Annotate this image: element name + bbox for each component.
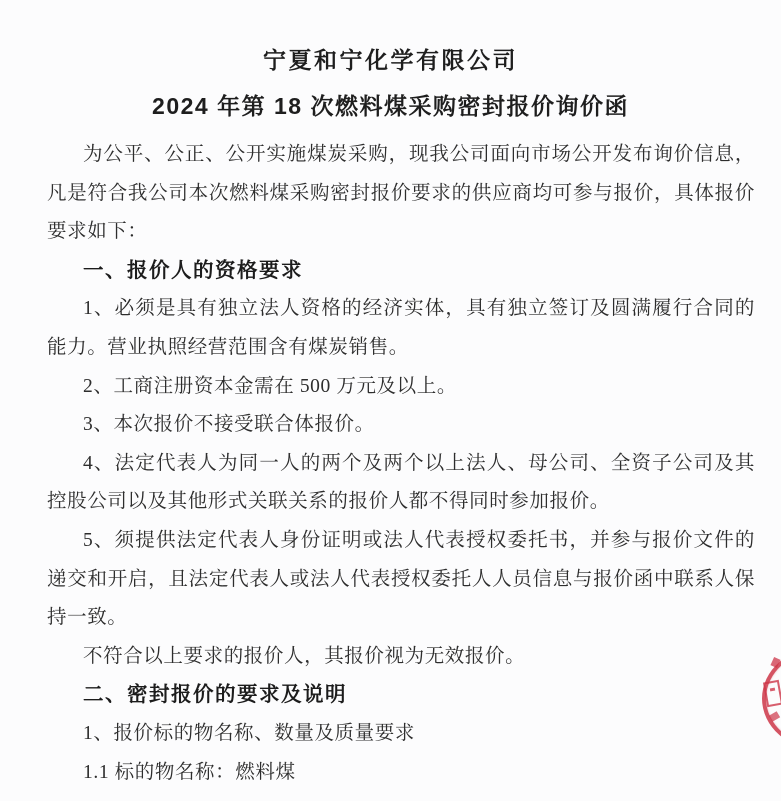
section1-note: 不符合以上要求的报价人，其报价视为无效报价。 — [83, 645, 526, 667]
section1-heading: 一、报价人的资格要求 — [83, 258, 303, 282]
red-seal-stamp-icon — [755, 644, 781, 750]
section2-sub-heading: 1、报价标的物名称、数量及质量要求 — [83, 722, 415, 744]
intro-paragraph: 为公平、公正、公开实施煤炭采购，现我公司面向市场公开发布询价信息，凡是符合我公司本次燃料煤采购密封报价要求的供应商均可参与报价，具体报价要求如下： — [47, 144, 755, 243]
section1-item-2: 2、工商注册资本金需在 500 万元及以上。 — [83, 375, 457, 397]
section1-item-1: 1、必须是具有独立法人资格的经济实体，具有独立签订及圆满履行合同的能力。营业执照经营范围含有煤炭销售。 — [47, 298, 755, 358]
section2-heading: 二、密封报价的要求及说明 — [83, 683, 347, 707]
section1-item-4: 4、法定代表人为同一人的两个及两个以上法人、母公司、全资子公司及其控股公司以及其他形式关联关系的报价人都不得同时参加报价。 — [47, 452, 755, 513]
document-subtitle: 2024 年第 18 次燃料煤采购密封报价询价函 — [152, 93, 629, 119]
document-body — [0, 122, 781, 792]
section2-line-1-1: 1.1 标的物名称：燃料煤 — [83, 761, 296, 783]
section1-item-5: 5、须提供法定代表人身份证明或法人代表授权委托书，并参与报价文件的递交和开启，且法定代表人或法人代表授权委托人人员信息与报价函中联系人保持一致。 — [47, 529, 755, 629]
seal-glyph-fragment — [763, 680, 781, 707]
document-title: 宁夏和宁化学有限公司 — [263, 47, 518, 73]
section1-item-3: 3、本次报价不接受联合体报价。 — [83, 414, 375, 436]
